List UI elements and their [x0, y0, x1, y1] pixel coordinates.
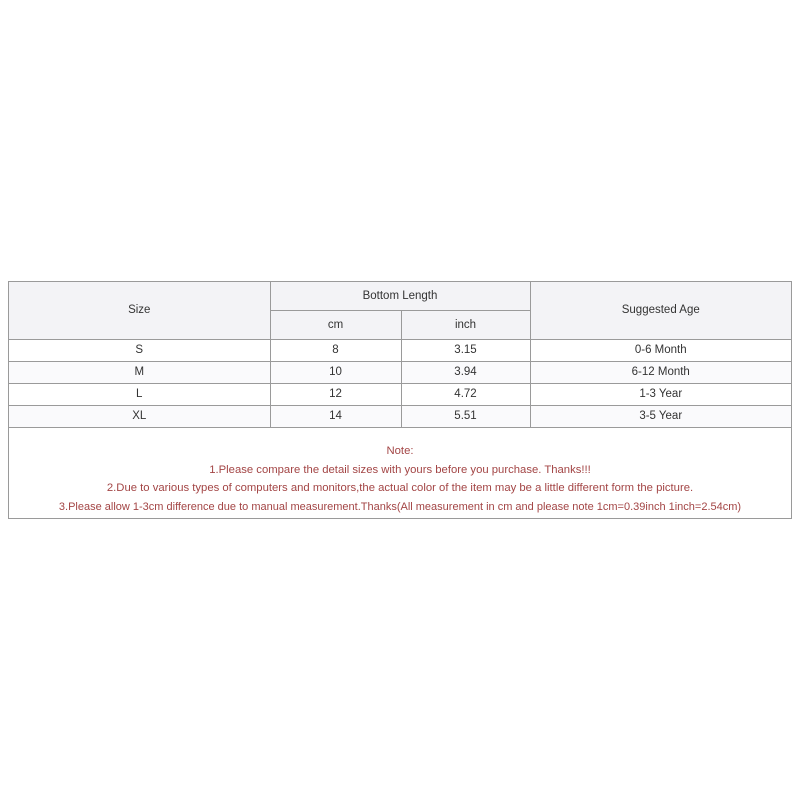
- size-table: [9, 282, 791, 428]
- header-row: [9, 282, 791, 310]
- table-row: [9, 339, 791, 361]
- cm-cell: 12: [270, 383, 401, 405]
- note-line: 3.Please allow 1-3cm difference due to manual measurement.Thanks(All measurement in cm and please note 1cm=0.39inch 1inch=2.54cm): [58, 500, 742, 513]
- age-cell: 6-12 Month: [530, 361, 791, 383]
- table-row: [9, 383, 791, 405]
- size-cell: XL: [9, 405, 270, 427]
- bottom-length-header: Bottom Length: [270, 282, 530, 310]
- suggested-age-header: Suggested Age: [530, 282, 791, 339]
- note-line: 2.Due to various types of computers and monitors,the actual color of the item may be a little different form the picture.: [106, 482, 694, 494]
- size-chart: [8, 281, 792, 519]
- size-cell: L: [9, 383, 270, 405]
- cm-cell: 14: [270, 405, 401, 427]
- table-row: [9, 361, 791, 383]
- notes-section: [9, 442, 791, 516]
- note-line: 1.Please compare the detail sizes with yours before you purchase. Thanks!!!: [209, 463, 591, 476]
- inch-cell: 3.15: [401, 339, 530, 361]
- cm-header: cm: [270, 310, 401, 339]
- age-cell: 0-6 Month: [530, 339, 791, 361]
- cm-cell: 8: [270, 339, 401, 361]
- size-header: Size: [9, 282, 270, 339]
- age-cell: 3-5 Year: [530, 405, 791, 427]
- inch-header: inch: [401, 310, 530, 339]
- size-cell: M: [9, 361, 270, 383]
- inch-cell: 5.51: [401, 405, 530, 427]
- age-cell: 1-3 Year: [530, 383, 791, 405]
- size-cell: S: [9, 339, 270, 361]
- inch-cell: 4.72: [401, 383, 530, 405]
- table-row: [9, 405, 791, 427]
- note-title: Note:: [386, 445, 414, 457]
- cm-cell: 10: [270, 361, 401, 383]
- inch-cell: 3.94: [401, 361, 530, 383]
